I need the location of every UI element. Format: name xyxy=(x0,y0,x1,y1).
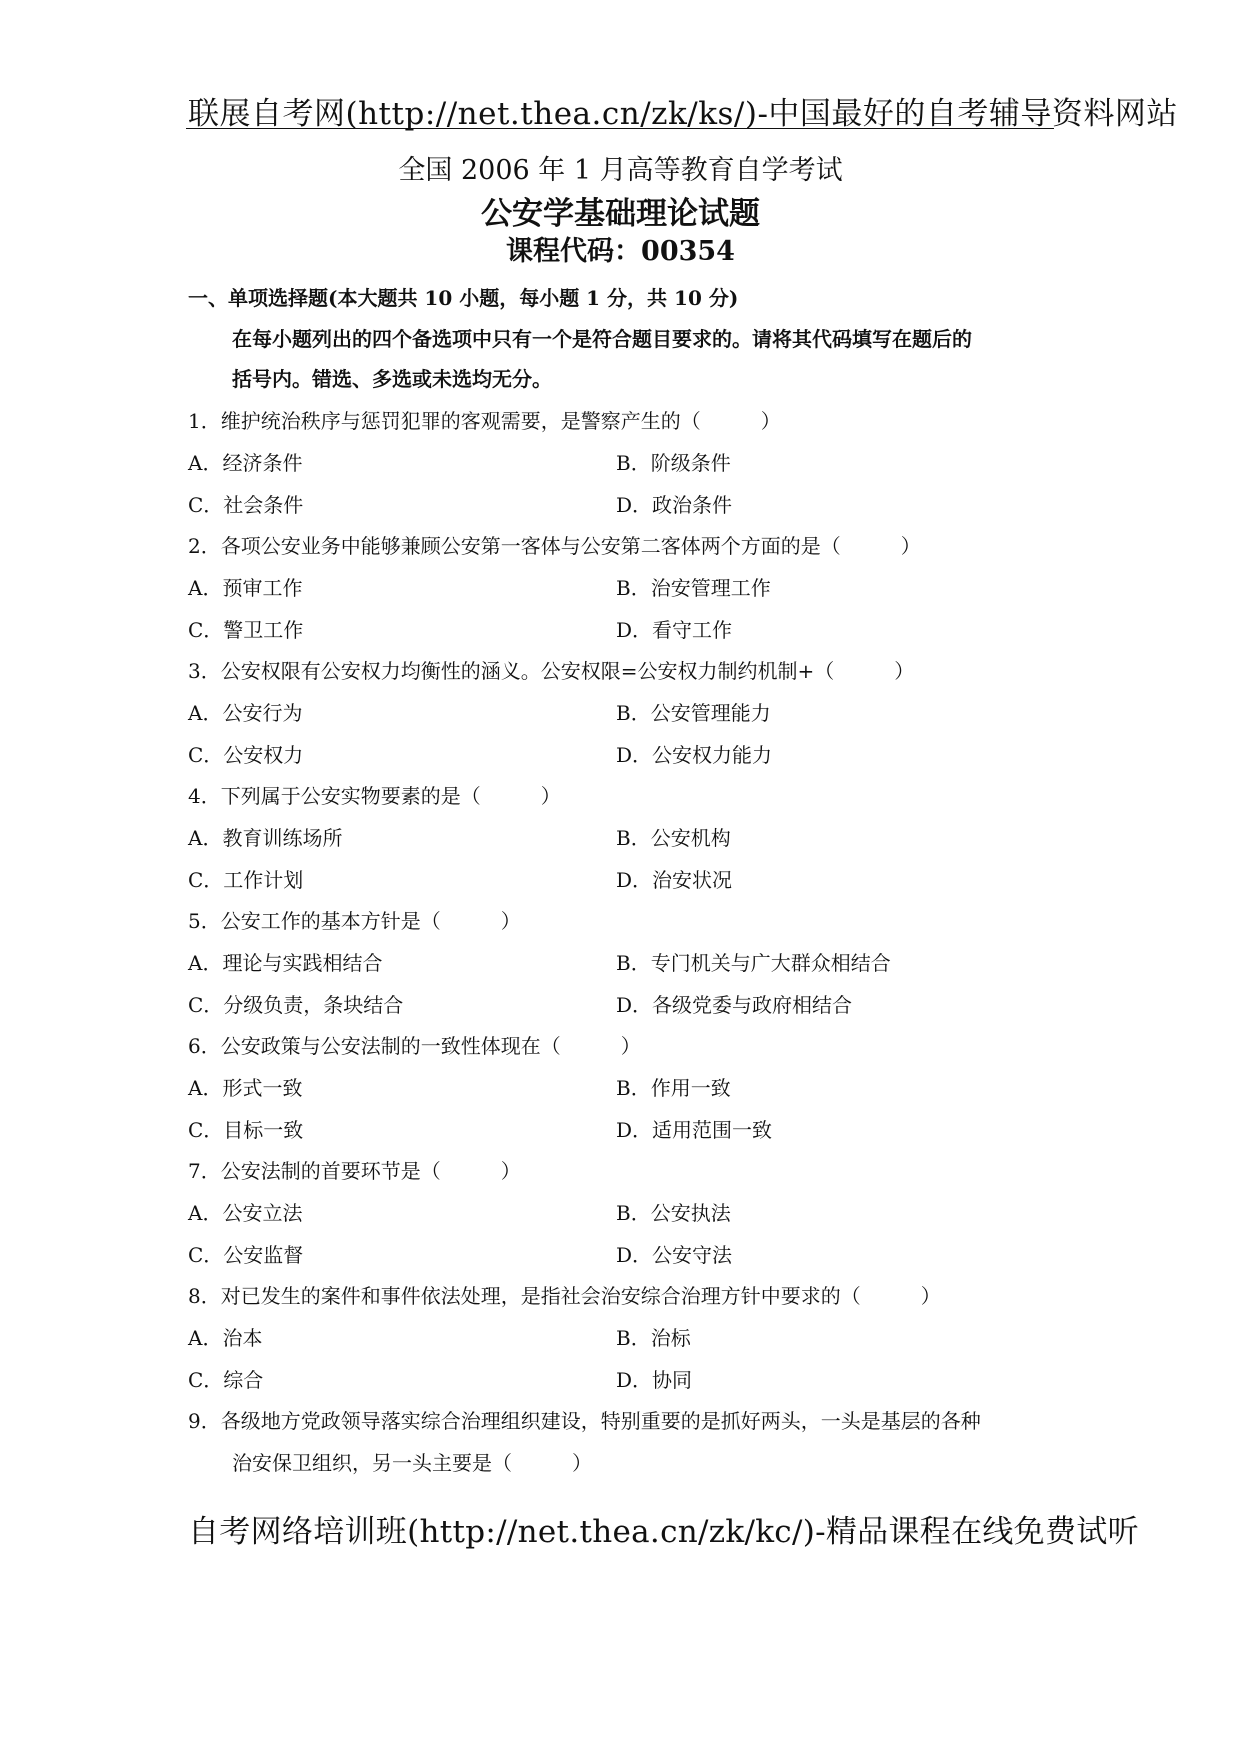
option-b: B．治标 xyxy=(616,1326,691,1350)
question-stem: 3．公安权限有公安权力均衡性的涵义。公安权限=公安权力制约机制+（ ） xyxy=(188,659,915,683)
option-a: A．治本 xyxy=(188,1326,263,1350)
option-d: D．政治条件 xyxy=(616,493,733,517)
subject-title: 公安学基础理论试题 xyxy=(481,196,760,232)
question-stem: 8．对已发生的案件和事件依法处理，是指社会治安综合治理方针中要求的（ ） xyxy=(188,1284,941,1308)
footer-banner: 自考网络培训班(http://net.thea.cn/zk/kc/)-精品课程在线免费试听 xyxy=(188,1514,1139,1550)
question-stem: 9．各级地方党政领导落实综合治理组织建设，特别重要的是抓好两头，一头是基层的各种 xyxy=(188,1409,981,1433)
option-c: C．目标一致 xyxy=(188,1118,304,1142)
option-b: B．专门机关与广大群众相结合 xyxy=(616,951,891,975)
exam-title: 全国 2006 年 1 月高等教育自学考试 xyxy=(398,155,843,186)
question-stem: 2．各项公安业务中能够兼顾公安第一客体与公安第二客体两个方面的是（ ） xyxy=(188,534,921,558)
option-a: A．预审工作 xyxy=(188,576,303,600)
section-instruction-line-2: 括号内。错选、多选或未选均无分。 xyxy=(232,367,552,391)
option-d: D．适用范围一致 xyxy=(616,1118,773,1142)
option-a: A．理论与实践相结合 xyxy=(188,951,383,975)
option-a: A．形式一致 xyxy=(188,1076,303,1100)
option-a: A．教育训练场所 xyxy=(188,826,343,850)
course-code: 课程代码：00354 xyxy=(506,236,735,267)
header-banner: 联展自考网(http://net.thea.cn/zk/ks/)-中国最好的自考辅导资料网站 xyxy=(188,96,1178,132)
option-c: C．工作计划 xyxy=(188,868,304,892)
question-stem: 1．维护统治秩序与惩罚犯罪的客观需要，是警察产生的（ ） xyxy=(188,409,781,433)
option-d: D．公安权力能力 xyxy=(616,743,773,767)
question-stem: 6．公安政策与公安法制的一致性体现在（ ） xyxy=(188,1034,641,1058)
option-c: C．分级负责，条块结合 xyxy=(188,993,404,1017)
option-d: D．协同 xyxy=(616,1368,693,1392)
option-c: C．社会条件 xyxy=(188,493,304,517)
option-d: D．各级党委与政府相结合 xyxy=(616,993,853,1017)
option-d: D．看守工作 xyxy=(616,618,733,642)
question-stem: 7．公安法制的首要环节是（ ） xyxy=(188,1159,521,1183)
header-divider xyxy=(186,128,1054,129)
option-b: B．作用一致 xyxy=(616,1076,731,1100)
option-b: B．公安执法 xyxy=(616,1201,731,1225)
option-c: C．公安权力 xyxy=(188,743,304,767)
option-d: D．治安状况 xyxy=(616,868,733,892)
option-b: B．公安管理能力 xyxy=(616,701,771,725)
option-b: B．治安管理工作 xyxy=(616,576,771,600)
question-stem-continuation: 治安保卫组织，另一头主要是（ ） xyxy=(232,1451,592,1475)
option-c: C．综合 xyxy=(188,1368,264,1392)
question-stem: 4．下列属于公安实物要素的是（ ） xyxy=(188,784,561,808)
option-c: C．公安监督 xyxy=(188,1243,304,1267)
question-stem: 5．公安工作的基本方针是（ ） xyxy=(188,909,521,933)
section-heading: 一、单项选择题(本大题共 10 小题，每小题 1 分，共 10 分) xyxy=(188,286,739,310)
section-instruction-line-1: 在每小题列出的四个备选项中只有一个是符合题目要求的。请将其代码填写在题后的 xyxy=(232,327,972,351)
option-d: D．公安守法 xyxy=(616,1243,733,1267)
option-a: A．公安立法 xyxy=(188,1201,303,1225)
option-a: A．经济条件 xyxy=(188,451,303,475)
option-b: B．公安机构 xyxy=(616,826,731,850)
option-b: B．阶级条件 xyxy=(616,451,731,475)
option-c: C．警卫工作 xyxy=(188,618,304,642)
option-a: A．公安行为 xyxy=(188,701,303,725)
